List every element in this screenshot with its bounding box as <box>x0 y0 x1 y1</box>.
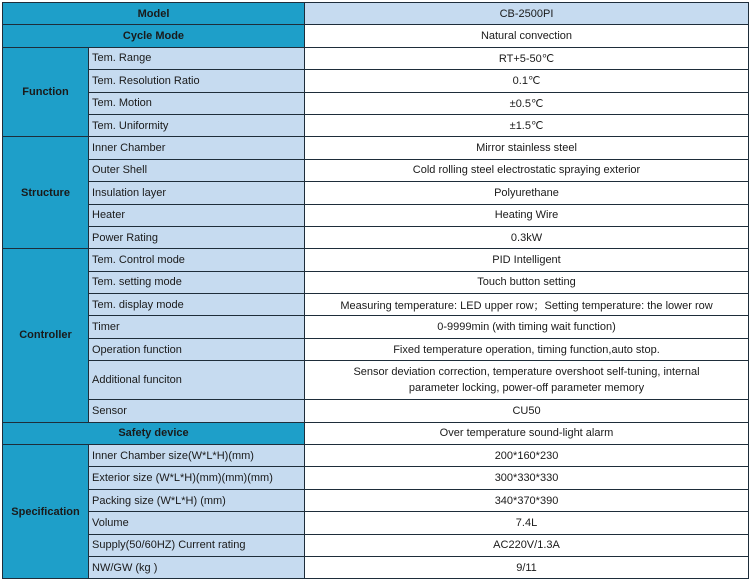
row-label: Exterior size (W*L*H)(mm)(mm)(mm) <box>89 467 305 489</box>
row-label: Packing size (W*L*H) (mm) <box>89 489 305 511</box>
row-label: Tem. Uniformity <box>89 114 305 136</box>
row-label: Inner Chamber size(W*L*H)(mm) <box>89 445 305 467</box>
row-value: Polyurethane <box>305 182 749 204</box>
row-label: Heater <box>89 204 305 226</box>
row-label: Power Rating <box>89 226 305 248</box>
structure-group-label: Structure <box>3 137 89 249</box>
row-label: Tem. setting mode <box>89 271 305 293</box>
row-value: RT+5-50℃ <box>305 47 749 69</box>
row-label: Tem. Range <box>89 47 305 69</box>
row-value: 200*160*230 <box>305 445 749 467</box>
row-value: 0-9999min (with timing wait function) <box>305 316 749 338</box>
table-row <box>3 489 749 511</box>
table-row <box>3 467 749 489</box>
row-value: 300*330*330 <box>305 467 749 489</box>
table-row <box>3 92 749 114</box>
row-label: Timer <box>89 316 305 338</box>
table-row <box>3 400 749 422</box>
safety-device-value: Over temperature sound-light alarm <box>305 422 749 444</box>
table-row <box>3 271 749 293</box>
safety-device-label: Safety device <box>3 422 305 444</box>
row-value: AC220V/1.3A <box>305 534 749 556</box>
table-row <box>3 114 749 136</box>
specification-group-label: Specification <box>3 445 89 579</box>
table-row-safety-device <box>3 422 749 444</box>
row-label: Supply(50/60HZ) Current rating <box>89 534 305 556</box>
row-label: Operation function <box>89 338 305 360</box>
row-value-line: parameter locking, power-off parameter memory <box>408 382 645 395</box>
controller-group-label: Controller <box>3 249 89 422</box>
row-label: Volume <box>89 512 305 534</box>
row-value: 0.3kW <box>305 226 749 248</box>
table-row <box>3 47 749 69</box>
row-value: Measuring temperature: LED upper row；Setting temperature: the lower row <box>305 294 749 316</box>
table-row-model <box>3 3 749 25</box>
cycle-mode-label: Cycle Mode <box>3 25 305 47</box>
spec-table <box>2 2 749 579</box>
row-label: Sensor <box>89 400 305 422</box>
table-row <box>3 249 749 271</box>
row-value: Fixed temperature operation, timing function,auto stop. <box>305 338 749 360</box>
table-row <box>3 556 749 578</box>
cycle-mode-value: Natural convection <box>305 25 749 47</box>
model-label: Model <box>3 3 305 25</box>
table-row <box>3 137 749 159</box>
row-value: 9/11 <box>305 556 749 578</box>
row-label: Outer Shell <box>89 159 305 181</box>
row-label: Tem. display mode <box>89 294 305 316</box>
row-value: ±1.5℃ <box>305 114 749 136</box>
row-value: ±0.5℃ <box>305 92 749 114</box>
row-label: Tem. Motion <box>89 92 305 114</box>
row-value: 7.4L <box>305 512 749 534</box>
table-row <box>3 338 749 360</box>
row-label: NW/GW (kg ) <box>89 556 305 578</box>
row-value: 0.1℃ <box>305 70 749 92</box>
row-label: Tem. Control mode <box>89 249 305 271</box>
table-row <box>3 445 749 467</box>
table-row <box>3 226 749 248</box>
row-value: PID Intelligent <box>305 249 749 271</box>
table-row <box>3 361 749 400</box>
row-value-line: Sensor deviation correction, temperature overshoot self-tuning, internal <box>353 366 700 379</box>
function-group-label: Function <box>3 47 89 137</box>
row-value: Touch button setting <box>305 271 749 293</box>
table-row <box>3 70 749 92</box>
table-row <box>3 294 749 316</box>
table-row <box>3 159 749 181</box>
row-label: Insulation layer <box>89 182 305 204</box>
table-row <box>3 204 749 226</box>
table-row <box>3 534 749 556</box>
row-label: Additional funciton <box>89 361 305 400</box>
table-row <box>3 512 749 534</box>
row-value: Mirror stainless steel <box>305 137 749 159</box>
row-value: CU50 <box>305 400 749 422</box>
table-row <box>3 182 749 204</box>
row-value: Cold rolling steel electrostatic spraying exterior <box>305 159 749 181</box>
row-value: 340*370*390 <box>305 489 749 511</box>
row-label: Inner Chamber <box>89 137 305 159</box>
row-value: Heating Wire <box>305 204 749 226</box>
row-label: Tem. Resolution Ratio <box>89 70 305 92</box>
table-row-cycle-mode <box>3 25 749 47</box>
model-value: CB-2500PI <box>305 3 749 25</box>
row-value <box>305 361 749 400</box>
table-row <box>3 316 749 338</box>
